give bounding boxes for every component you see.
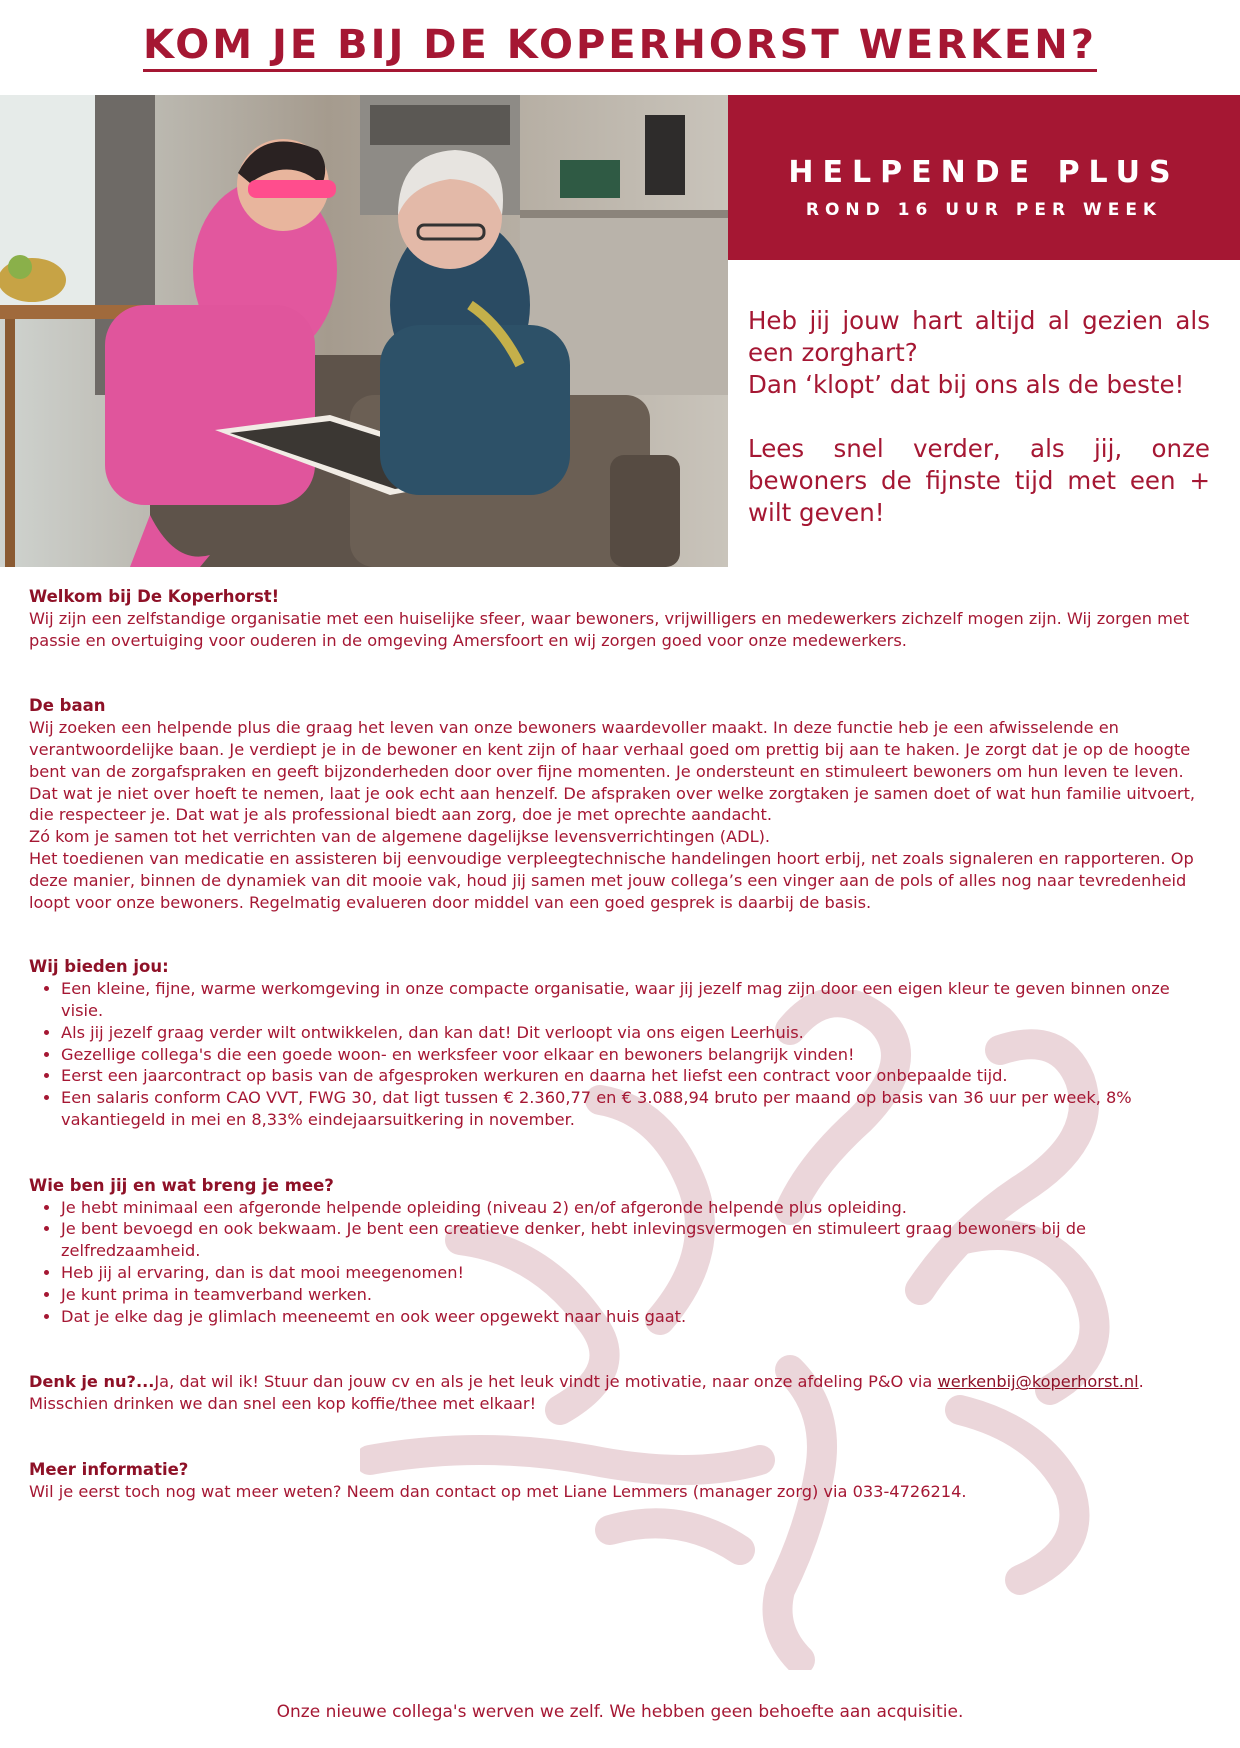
job-hours: ROND 16 UUR PER WEEK — [805, 200, 1163, 220]
job-section — [29, 695, 1209, 913]
list-item: • Je bent bevoegd en ook bekwaam. Je bent een creatieve denker, hebt inlevingsvermogen en stimuleert graag bewoners bij de zelfredzaamheid. — [61, 1218, 1209, 1262]
main-content — [29, 586, 1209, 1503]
hero-photo-illustration — [0, 95, 728, 567]
intro-line-1: Heb jij jouw hart altijd al gezien als een zorghart? — [748, 306, 1210, 367]
apply-section — [29, 1371, 1209, 1415]
offer-list — [29, 978, 1209, 1131]
page-title-text: KOM JE BIJ DE KOPERHORST WERKEN? — [143, 22, 1097, 72]
offer-heading: Wij bieden jou: — [29, 957, 169, 977]
profile-list — [29, 1197, 1209, 1328]
welcome-section — [29, 586, 1209, 651]
list-item: • Als jij jezelf graag verder wilt ontwikkelen, dan kan dat! Dit verloopt via ons eigen Leerhuis. — [61, 1022, 1209, 1044]
footer-note: Onze nieuwe collega's werven we zelf. We hebben geen behoefte aan acquisitie. — [276, 1702, 964, 1722]
info-section — [29, 1459, 1209, 1503]
list-item: • Dat je elke dag je glimlach meeneemt en ook weer opgewekt naar huis gaat. — [61, 1306, 1209, 1328]
profile-heading: Wie ben jij en wat breng je mee? — [29, 1175, 334, 1195]
profile-section — [29, 1175, 1209, 1328]
job-title: HELPENDE PLUS — [788, 155, 1180, 190]
email-link[interactable]: werkenbij@koperhorst.nl — [937, 1372, 1139, 1392]
offer-section — [29, 956, 1209, 1130]
job-title-banner — [728, 95, 1240, 260]
info-text: Wil je eerst toch nog wat meer weten? Neem dan contact op met Liane Lemmers (manager zorg) via 033-4726214. — [29, 1481, 967, 1501]
intro-line-2: Dan ‘klopt’ dat bij ons als de beste! — [748, 370, 1185, 399]
info-heading: Meer informatie? — [29, 1459, 189, 1479]
intro-text — [748, 305, 1210, 529]
apply-heading: Denk je nu?... — [29, 1372, 155, 1392]
list-item: • Je hebt minimaal een afgeronde helpende opleiding (niveau 2) en/of afgeronde helpende plus opleiding. — [61, 1197, 1209, 1219]
apply-paragraph — [29, 1371, 1209, 1415]
apply-text-before: Ja, dat wil ik! Stuur dan jouw cv en als je het leuk vindt je motivatie, naar onze afdeling P&O via — [154, 1372, 938, 1392]
job-section-paragraph-2: Zó kom je samen tot het verrichten van de algemene dagelijkse levensverrichtingen (ADL). — [29, 827, 771, 847]
page-title — [0, 22, 1240, 72]
list-item: • Gezellige collega's die een goede woon- en werksfeer voor elkaar en bewoners belangrijk vinden! — [61, 1044, 1209, 1066]
job-section-paragraph-3: Het toedienen van medicatie en assisteren bij eenvoudige verpleegtechnische handelingen hoort erbij, net zoals signaleren en rapporteren. Op deze manier, binnen de dynamiek van dit mooie vak, houd jij samen met jouw collega’s een vinger aan de pols of alles nog naar tevredenheid loopt voor onze bewoners. Regelmatig evalueren door middel van een goed gesprek is daarbij de basis. — [29, 848, 1194, 912]
list-item: • Een kleine, fijne, warme werkomgeving in onze compacte organisatie, waar jij jezelf mag zijn door een eigen kleur te geven binnen onze visie. — [61, 978, 1209, 1022]
list-item: • Je kunt prima in teamverband werken. — [61, 1284, 1209, 1306]
hero-photo — [0, 95, 728, 567]
intro-line-3: Lees snel verder, als jij, onze bewoners de fijnste tijd met een + wilt geven! — [748, 434, 1210, 527]
welcome-text: Wij zijn een zelfstandige organisatie met een huiselijke sfeer, waar bewoners, vrijwilligers en medewerkers zichzelf mogen zijn. Wij zorgen met passie en overtuiging voor ouderen in de omgeving Amersfoort en wij zorgen goed voor onze medewerkers. — [29, 608, 1190, 650]
apply-text-after: . Misschien drinken we dan snel een kop koffie/thee met elkaar! — [29, 1372, 1144, 1414]
job-section-paragraph-1: Wij zoeken een helpende plus die graag het leven van onze bewoners waardevoller maakt. In deze functie heb je een afwisselende en verantwoordelijke baan. Je verdiept je in de bewoner en kent zijn of haar verhaal goed om prettig bij aan te haken. Je zorgt dat je op de hoogte bent van de zorgafspraken en geeft bijzonderheden door over fijne momenten. Je ondersteunt en stimuleert bewoners om hun leven te leven. Dat wat je niet over hoeft te nemen, laat je ook echt aan henzelf. De afspraken over welke zorgtaken je samen doet of wat hun familie uitvoert, die respecteer je. Dat wat je als professional biedt aan zorg, doe je met oprechte aandacht. — [29, 718, 1196, 825]
list-item: • Heb jij al ervaring, dan is dat mooi meegenomen! — [61, 1262, 1209, 1284]
welcome-heading: Welkom bij De Koperhorst! — [29, 587, 280, 606]
list-item: • Eerst een jaarcontract op basis van de afgesproken werkuren en daarna het liefst een contract voor onbepaalde tijd. — [61, 1065, 1209, 1087]
list-item: • Een salaris conform CAO VVT, FWG 30, dat ligt tussen € 2.360,77 en € 3.088,94 bruto per maand op basis van 36 uur per week, 8% vakantiegeld in mei en 8,33% eindejaarsuitkering in november. — [61, 1087, 1209, 1131]
job-section-heading: De baan — [29, 696, 106, 716]
